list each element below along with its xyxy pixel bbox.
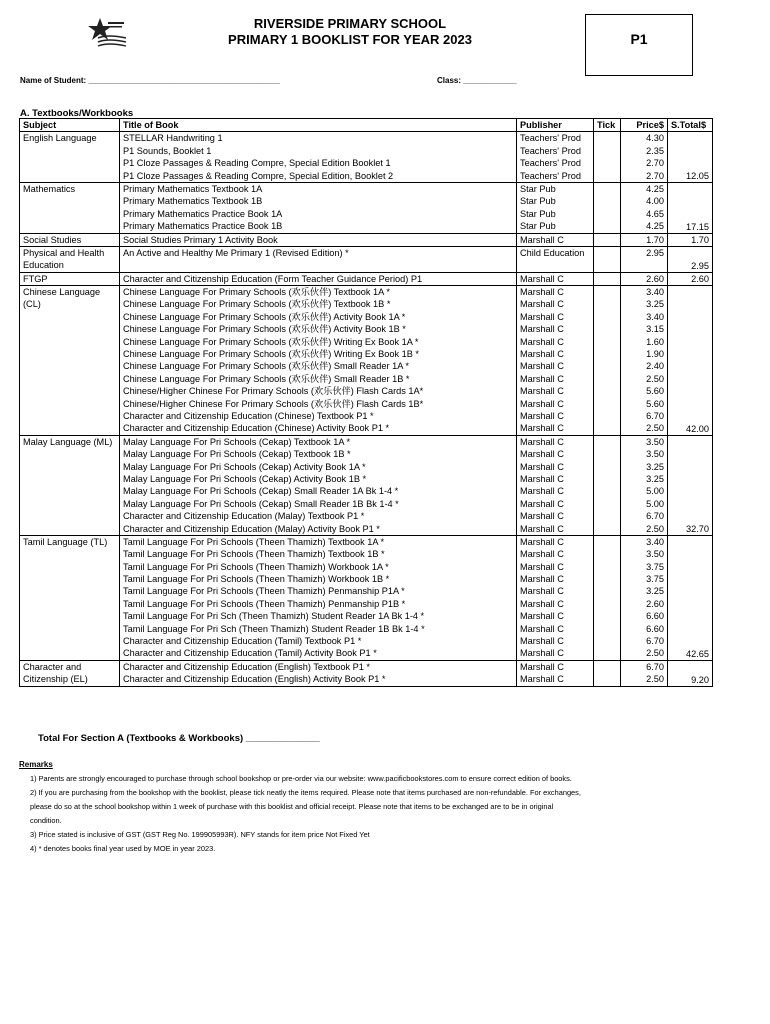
tick-cell[interactable] (594, 448, 621, 460)
price-cell: 2.50 (621, 422, 668, 435)
school-name: RIVERSIDE PRIMARY SCHOOL (253, 16, 447, 31)
tick-cell[interactable] (594, 220, 621, 233)
price-cell: 1.60 (621, 336, 668, 348)
student-name-field[interactable]: Name of Student: ___________________________________________ (20, 76, 280, 85)
price-cell: 4.25 (621, 182, 668, 195)
publisher-cell: Marshall C (517, 523, 594, 536)
tick-cell[interactable] (594, 233, 621, 246)
table-row (20, 195, 713, 207)
publisher-cell: Marshall C (517, 286, 594, 299)
price-cell: 3.50 (621, 548, 668, 560)
title-cell: Chinese Language For Primary Schools (欢乐伙伴) Writing Ex Book 1B * (120, 348, 517, 360)
publisher-cell: Marshall C (517, 485, 594, 497)
table-row (20, 573, 713, 585)
remark-line: condition. (30, 816, 62, 825)
publisher-cell: Marshall C (517, 598, 594, 610)
price-cell: 6.60 (621, 610, 668, 622)
table-row (20, 435, 713, 448)
price-cell: 2.35 (621, 145, 668, 157)
price-cell: 2.50 (621, 523, 668, 536)
price-cell: 2.50 (621, 373, 668, 385)
publisher-cell: Marshall C (517, 660, 594, 673)
table-row (20, 422, 713, 435)
tick-cell[interactable] (594, 286, 621, 299)
title-cell: Character and Citizenship Education (Malay) Activity Book P1 * (120, 523, 517, 536)
title-cell: Tamil Language For Pri Schools (Theen Thamizh) Workbook 1B * (120, 573, 517, 585)
title-cell: Tamil Language For Pri Schools (Theen Thamizh) Penmanship P1A * (120, 585, 517, 597)
tick-cell[interactable] (594, 145, 621, 157)
table-row (20, 510, 713, 522)
title-cell: Tamil Language For Pri Sch (Theen Thamizh) Student Reader 1B Bk 1-4 * (120, 623, 517, 635)
table-row (20, 246, 713, 259)
tick-cell[interactable] (594, 610, 621, 622)
table-row (20, 410, 713, 422)
publisher-cell: Marshall C (517, 510, 594, 522)
publisher-cell: Marshall C (517, 448, 594, 460)
tick-cell[interactable] (594, 398, 621, 410)
tick-cell[interactable] (594, 311, 621, 323)
publisher-cell: Marshall C (517, 647, 594, 660)
title-cell: Malay Language For Pri Schools (Cekap) Small Reader 1A Bk 1-4 * (120, 485, 517, 497)
table-row (20, 132, 713, 145)
remarks-list (30, 772, 710, 856)
title-cell (120, 259, 517, 272)
subject-cell: Mathematics (20, 182, 120, 233)
remark-line: 1) Parents are strongly encouraged to purchase through school bookshop or pre-order via our website: www.pacificbookstores.com to ensure correct edition of books. (30, 774, 572, 783)
column-header: Publisher (517, 119, 594, 132)
price-cell: 4.00 (621, 195, 668, 207)
table-row (20, 373, 713, 385)
price-cell: 3.75 (621, 561, 668, 573)
tick-cell[interactable] (594, 373, 621, 385)
subtotal-cell: 9.20 (668, 660, 713, 686)
price-cell: 2.70 (621, 157, 668, 169)
title-cell: P1 Cloze Passages & Reading Compre, Special Edition, Booklet 2 (120, 170, 517, 183)
subject-cell: Character and Citizenship (EL) (20, 660, 120, 686)
publisher-cell (517, 259, 594, 272)
publisher-cell: Marshall C (517, 348, 594, 360)
table-header-row (20, 119, 713, 132)
table-row (20, 398, 713, 410)
remark-line: please do so at the school bookshop within 1 week of purchase with this booklist and official receipt. Please note that items to be exchanged are to be in original (30, 802, 554, 811)
price-cell: 2.50 (621, 647, 668, 660)
tick-cell[interactable] (594, 182, 621, 195)
tick-cell[interactable] (594, 485, 621, 497)
title-cell: Chinese/Higher Chinese For Primary Schools (欢乐伙伴) Flash Cards 1A* (120, 385, 517, 397)
tick-cell[interactable] (594, 422, 621, 435)
publisher-cell: Teachers' Prod (517, 170, 594, 183)
tick-cell[interactable] (594, 585, 621, 597)
title-cell: Tamil Language For Pri Schools (Theen Thamizh) Workbook 1A * (120, 561, 517, 573)
table-row (20, 535, 713, 548)
tick-cell[interactable] (594, 410, 621, 422)
remark-line: 2) If you are purchasing from the bookshop with the booklist, please tick neatly the items required. Please note that items purchased are non-refundable. For exchanges, (30, 788, 581, 797)
title-cell: An Active and Healthy Me Primary 1 (Revised Edition) * (120, 246, 517, 259)
title-cell: Social Studies Primary 1 Activity Book (120, 233, 517, 246)
subtotal-cell: 42.65 (668, 535, 713, 660)
publisher-cell: Marshall C (517, 435, 594, 448)
remarks-title: Remarks (19, 760, 53, 769)
publisher-cell: Star Pub (517, 182, 594, 195)
publisher-cell: Teachers' Prod (517, 145, 594, 157)
title-cell: Malay Language For Pri Schools (Cekap) Small Reader 1B Bk 1-4 * (120, 498, 517, 510)
price-cell: 6.70 (621, 510, 668, 522)
price-cell: 2.50 (621, 673, 668, 686)
price-cell: 3.50 (621, 435, 668, 448)
booklist-body (20, 132, 713, 686)
publisher-cell: Teachers' Prod (517, 157, 594, 169)
title-cell: Malay Language For Pri Schools (Cekap) Textbook 1A * (120, 435, 517, 448)
table-row (20, 298, 713, 310)
publisher-cell: Marshall C (517, 410, 594, 422)
title-cell: Malay Language For Pri Schools (Cekap) Textbook 1B * (120, 448, 517, 460)
title-cell: Chinese Language For Primary Schools (欢乐伙伴) Writing Ex Book 1A * (120, 336, 517, 348)
table-row (20, 220, 713, 233)
price-cell: 6.60 (621, 623, 668, 635)
price-cell: 5.60 (621, 385, 668, 397)
publisher-cell: Marshall C (517, 360, 594, 372)
header-title (190, 16, 510, 48)
price-cell: 6.70 (621, 410, 668, 422)
title-cell: Primary Mathematics Textbook 1A (120, 182, 517, 195)
title-cell: Primary Mathematics Practice Book 1B (120, 220, 517, 233)
tick-cell[interactable] (594, 170, 621, 183)
table-row (20, 208, 713, 220)
tick-cell[interactable] (594, 660, 621, 673)
table-row (20, 498, 713, 510)
column-header: S.Total$ (668, 119, 713, 132)
table-row (20, 673, 713, 686)
booklist-table (19, 118, 713, 687)
title-cell: P1 Cloze Passages & Reading Compre, Special Edition Booklet 1 (120, 157, 517, 169)
publisher-cell: Marshall C (517, 473, 594, 485)
title-cell: Character and Citizenship Education (Tamil) Activity Book P1 * (120, 647, 517, 660)
subject-cell: Social Studies (20, 233, 120, 246)
table-row (20, 157, 713, 169)
subtotal-cell: 32.70 (668, 435, 713, 535)
title-cell: Chinese Language For Primary Schools (欢乐伙伴) Activity Book 1B * (120, 323, 517, 335)
title-cell: Primary Mathematics Practice Book 1A (120, 208, 517, 220)
tick-cell[interactable] (594, 573, 621, 585)
subject-cell: English Language (20, 132, 120, 183)
table-row (20, 182, 713, 195)
price-cell: 2.60 (621, 598, 668, 610)
tick-cell[interactable] (594, 535, 621, 548)
publisher-cell: Marshall C (517, 373, 594, 385)
publisher-cell: Marshall C (517, 535, 594, 548)
publisher-cell: Marshall C (517, 233, 594, 246)
class-field[interactable]: Class: ____________ (437, 76, 517, 85)
tick-cell[interactable] (594, 132, 621, 145)
price-cell: 4.30 (621, 132, 668, 145)
tick-cell[interactable] (594, 157, 621, 169)
tick-cell[interactable] (594, 195, 621, 207)
publisher-cell: Star Pub (517, 195, 594, 207)
tick-cell[interactable] (594, 298, 621, 310)
price-cell: 2.60 (621, 272, 668, 285)
price-cell: 3.40 (621, 286, 668, 299)
column-header: Title of Book (120, 119, 517, 132)
tick-cell[interactable] (594, 510, 621, 522)
publisher-cell: Marshall C (517, 336, 594, 348)
title-cell: Character and Citizenship Education (Chinese) Activity Book P1 * (120, 422, 517, 435)
tick-cell[interactable] (594, 635, 621, 647)
publisher-cell: Teachers' Prod (517, 132, 594, 145)
tick-cell[interactable] (594, 498, 621, 510)
price-cell: 3.40 (621, 311, 668, 323)
table-row (20, 598, 713, 610)
title-cell: STELLAR Handwriting 1 (120, 132, 517, 145)
title-cell: Tamil Language For Pri Schools (Theen Thamizh) Textbook 1A * (120, 535, 517, 548)
publisher-cell: Marshall C (517, 272, 594, 285)
title-cell: P1 Sounds, Booklet 1 (120, 145, 517, 157)
table-row (20, 311, 713, 323)
publisher-cell: Marshall C (517, 398, 594, 410)
title-cell: Tamil Language For Pri Schools (Theen Thamizh) Textbook 1B * (120, 548, 517, 560)
table-row (20, 233, 713, 246)
publisher-cell: Marshall C (517, 673, 594, 686)
tick-cell[interactable] (594, 461, 621, 473)
table-row (20, 170, 713, 183)
publisher-cell: Marshall C (517, 323, 594, 335)
price-cell: 2.40 (621, 360, 668, 372)
tick-cell[interactable] (594, 272, 621, 285)
publisher-cell: Marshall C (517, 610, 594, 622)
price-cell: 4.65 (621, 208, 668, 220)
tick-cell[interactable] (594, 647, 621, 660)
tick-cell[interactable] (594, 598, 621, 610)
publisher-cell: Marshall C (517, 573, 594, 585)
title-cell: Malay Language For Pri Schools (Cekap) Activity Book 1A * (120, 461, 517, 473)
price-cell: 3.25 (621, 473, 668, 485)
table-row (20, 635, 713, 647)
price-cell: 1.70 (621, 233, 668, 246)
booklist-title: PRIMARY 1 BOOKLIST FOR YEAR 2023 (228, 32, 472, 47)
publisher-cell: Marshall C (517, 298, 594, 310)
publisher-cell: Marshall C (517, 385, 594, 397)
table-row (20, 585, 713, 597)
tick-cell[interactable] (594, 360, 621, 372)
table-row (20, 473, 713, 485)
table-row (20, 523, 713, 536)
subtotal-cell: 42.00 (668, 286, 713, 436)
subtotal-cell: 2.95 (668, 246, 713, 272)
subtotal-cell: 17.15 (668, 182, 713, 233)
price-cell: 5.00 (621, 485, 668, 497)
subject-cell: FTGP (20, 272, 120, 285)
tick-cell[interactable] (594, 673, 621, 686)
title-cell: Chinese Language For Primary Schools (欢乐伙伴) Small Reader 1B * (120, 373, 517, 385)
title-cell: Character and Citizenship Education (Form Teacher Guidance Period) P1 (120, 272, 517, 285)
publisher-cell: Star Pub (517, 220, 594, 233)
price-cell: 2.95 (621, 246, 668, 259)
table-row (20, 336, 713, 348)
level-box: P1 (585, 14, 693, 76)
table-row (20, 448, 713, 460)
price-cell: 3.40 (621, 535, 668, 548)
subject-cell: Tamil Language (TL) (20, 535, 120, 660)
title-cell: Chinese Language For Primary Schools (欢乐伙伴) Textbook 1A * (120, 286, 517, 299)
title-cell: Malay Language For Pri Schools (Cekap) Activity Book 1B * (120, 473, 517, 485)
tick-cell[interactable] (594, 435, 621, 448)
table-row (20, 385, 713, 397)
school-logo (86, 14, 128, 48)
price-cell (621, 259, 668, 272)
title-cell: Chinese Language For Primary Schools (欢乐伙伴) Textbook 1B * (120, 298, 517, 310)
publisher-cell: Marshall C (517, 422, 594, 435)
table-row (20, 660, 713, 673)
price-cell: 5.60 (621, 398, 668, 410)
publisher-cell: Marshall C (517, 498, 594, 510)
publisher-cell: Marshall C (517, 461, 594, 473)
tick-cell[interactable] (594, 561, 621, 573)
remark-line: 4) * denotes books final year used by MOE in year 2023. (30, 844, 216, 853)
price-cell: 3.25 (621, 461, 668, 473)
title-cell: Character and Citizenship Education (Malay) Textbook P1 * (120, 510, 517, 522)
subject-cell: Physical and Health Education (20, 246, 120, 272)
price-cell: 3.50 (621, 448, 668, 460)
publisher-cell: Star Pub (517, 208, 594, 220)
publisher-cell: Marshall C (517, 623, 594, 635)
tick-cell[interactable] (594, 336, 621, 348)
table-row (20, 259, 713, 272)
column-header: Price$ (621, 119, 668, 132)
title-cell: Primary Mathematics Textbook 1B (120, 195, 517, 207)
title-cell: Character and Citizenship Education (English) Textbook P1 * (120, 660, 517, 673)
table-row (20, 561, 713, 573)
table-row (20, 286, 713, 299)
title-cell: Character and Citizenship Education (Tamil) Textbook P1 * (120, 635, 517, 647)
price-cell: 3.25 (621, 298, 668, 310)
publisher-cell: Marshall C (517, 311, 594, 323)
remark-line: 3) Price stated is inclusive of GST (GST Reg No. 199905993R). NFY stands for item price Not Fixed Yet (30, 830, 370, 839)
table-row (20, 272, 713, 285)
price-cell: 6.70 (621, 660, 668, 673)
publisher-cell: Marshall C (517, 635, 594, 647)
section-a-total: Total For Section A (Textbooks & Workbooks) ______________ (38, 733, 320, 744)
price-cell: 6.70 (621, 635, 668, 647)
table-row (20, 610, 713, 622)
title-cell: Tamil Language For Pri Schools (Theen Thamizh) Penmanship P1B * (120, 598, 517, 610)
price-cell: 1.90 (621, 348, 668, 360)
price-cell: 5.00 (621, 498, 668, 510)
tick-cell[interactable] (594, 323, 621, 335)
column-header: Subject (20, 119, 120, 132)
section-a-heading: A. Textbooks/Workbooks (20, 108, 134, 119)
table-row (20, 145, 713, 157)
publisher-cell: Marshall C (517, 585, 594, 597)
table-row (20, 485, 713, 497)
title-cell: Chinese Language For Primary Schools (欢乐伙伴) Small Reader 1A * (120, 360, 517, 372)
title-cell: Chinese Language For Primary Schools (欢乐伙伴) Activity Book 1A * (120, 311, 517, 323)
title-cell: Character and Citizenship Education (English) Activity Book P1 * (120, 673, 517, 686)
tick-cell[interactable] (594, 259, 621, 272)
price-cell: 3.15 (621, 323, 668, 335)
table-row (20, 348, 713, 360)
subject-cell: Chinese Language (CL) (20, 286, 120, 436)
tick-cell[interactable] (594, 348, 621, 360)
tick-cell[interactable] (594, 523, 621, 536)
table-row (20, 360, 713, 372)
price-cell: 2.70 (621, 170, 668, 183)
tick-cell[interactable] (594, 623, 621, 635)
tick-cell[interactable] (594, 246, 621, 259)
tick-cell[interactable] (594, 385, 621, 397)
title-cell: Character and Citizenship Education (Chinese) Textbook P1 * (120, 410, 517, 422)
subject-cell: Malay Language (ML) (20, 435, 120, 535)
column-header: Tick (594, 119, 621, 132)
subtotal-cell: 1.70 (668, 233, 713, 246)
table-row (20, 461, 713, 473)
table-row (20, 647, 713, 660)
subtotal-cell: 12.05 (668, 132, 713, 183)
table-row (20, 323, 713, 335)
publisher-cell: Marshall C (517, 561, 594, 573)
table-row (20, 623, 713, 635)
publisher-cell: Marshall C (517, 548, 594, 560)
publisher-cell: Child Education (517, 246, 594, 259)
tick-cell[interactable] (594, 473, 621, 485)
subtotal-cell: 2.60 (668, 272, 713, 285)
tick-cell[interactable] (594, 548, 621, 560)
tick-cell[interactable] (594, 208, 621, 220)
table-row (20, 548, 713, 560)
price-cell: 3.25 (621, 585, 668, 597)
title-cell: Tamil Language For Pri Sch (Theen Thamizh) Student Reader 1A Bk 1-4 * (120, 610, 517, 622)
title-cell: Chinese/Higher Chinese For Primary Schools (欢乐伙伴) Flash Cards 1B* (120, 398, 517, 410)
price-cell: 4.25 (621, 220, 668, 233)
price-cell: 3.75 (621, 573, 668, 585)
